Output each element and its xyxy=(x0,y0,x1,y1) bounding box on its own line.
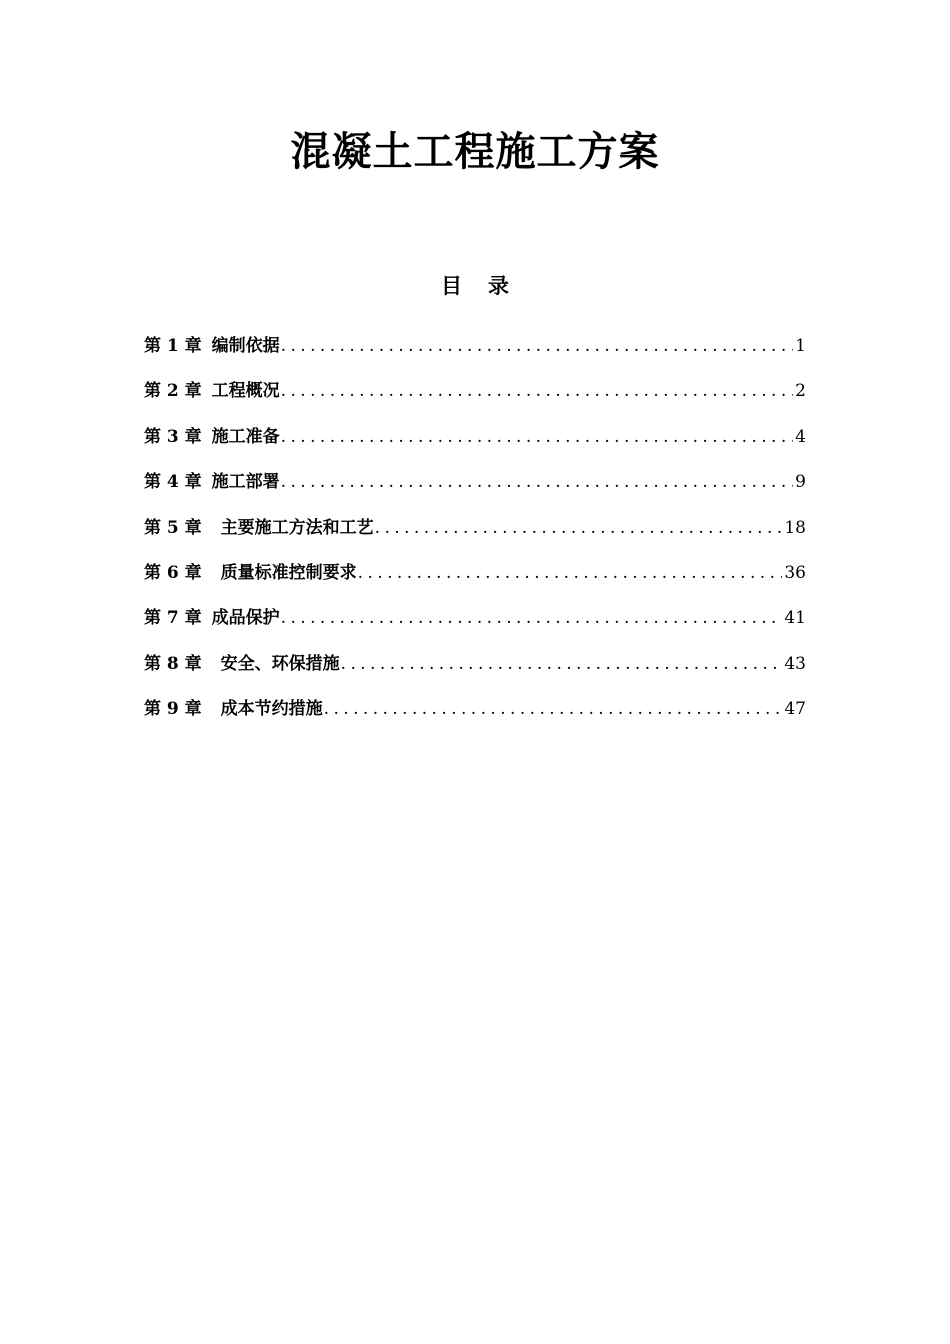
toc-entry-5[interactable] xyxy=(144,512,806,557)
toc-entry-4[interactable] xyxy=(144,466,806,511)
toc-entry-2[interactable] xyxy=(144,375,806,420)
toc-chapter-number: 第 9 章 xyxy=(144,699,202,720)
toc-page-number: 41 xyxy=(784,608,806,629)
toc-page-number: 36 xyxy=(784,562,806,583)
toc-chapter-title: 主要施工方法和工艺 xyxy=(220,517,374,538)
toc-chapter-title: 成本节约措施 xyxy=(220,699,323,720)
toc-dot-leader xyxy=(281,602,783,634)
toc-chapter-number: 第 6 章 xyxy=(144,562,202,583)
toc-page-number: 43 xyxy=(784,653,806,674)
toc-heading xyxy=(0,270,950,302)
toc-page-number: 2 xyxy=(795,381,806,402)
toc-chapter-number: 第 4 章 xyxy=(144,472,202,493)
toc-heading-char-2: 录 xyxy=(488,273,509,298)
toc-page-number: 4 xyxy=(795,426,806,447)
toc-chapter-title: 工程概况 xyxy=(211,381,280,402)
toc-chapter-title: 施工部署 xyxy=(211,472,280,493)
toc-chapter-number: 第 2 章 xyxy=(144,381,202,402)
toc-chapter-number: 第 8 章 xyxy=(144,653,202,674)
toc-entry-9[interactable] xyxy=(144,693,806,738)
toc-entry-6[interactable] xyxy=(144,557,806,602)
toc-entry-1[interactable] xyxy=(144,330,806,375)
toc-page-number: 47 xyxy=(784,699,806,720)
document-title: 混凝土工程施工方案 xyxy=(290,128,660,175)
toc-dot-leader xyxy=(358,557,783,589)
toc-chapter-title: 安全、环保措施 xyxy=(220,653,340,674)
toc-chapter-title: 成品保护 xyxy=(211,608,280,629)
toc-chapter-number: 第 3 章 xyxy=(144,426,202,447)
toc-page-number: 9 xyxy=(795,472,806,493)
toc-dot-leader xyxy=(341,648,783,680)
toc-chapter-title: 施工准备 xyxy=(211,426,280,447)
toc-entry-3[interactable] xyxy=(144,421,806,466)
toc-page-number: 18 xyxy=(784,517,806,538)
toc-chapter-number: 第 1 章 xyxy=(144,336,202,356)
toc-chapter-title: 编制依据 xyxy=(211,336,280,356)
table-of-contents xyxy=(144,330,806,739)
toc-chapter-number: 第 7 章 xyxy=(144,608,202,629)
toc-page-number: 1 xyxy=(795,336,806,356)
toc-chapter-title: 质量标准控制要求 xyxy=(220,562,357,583)
toc-chapter-number: 第 5 章 xyxy=(144,517,202,538)
toc-dot-leader xyxy=(281,375,794,407)
toc-dot-leader xyxy=(324,693,783,725)
toc-dot-leader xyxy=(281,466,794,498)
toc-dot-leader xyxy=(281,421,794,453)
toc-heading-char-1: 目 xyxy=(441,273,462,298)
toc-dot-leader xyxy=(375,512,783,544)
toc-entry-7[interactable] xyxy=(144,602,806,647)
toc-dot-leader xyxy=(281,330,794,362)
toc-entry-8[interactable] xyxy=(144,648,806,693)
